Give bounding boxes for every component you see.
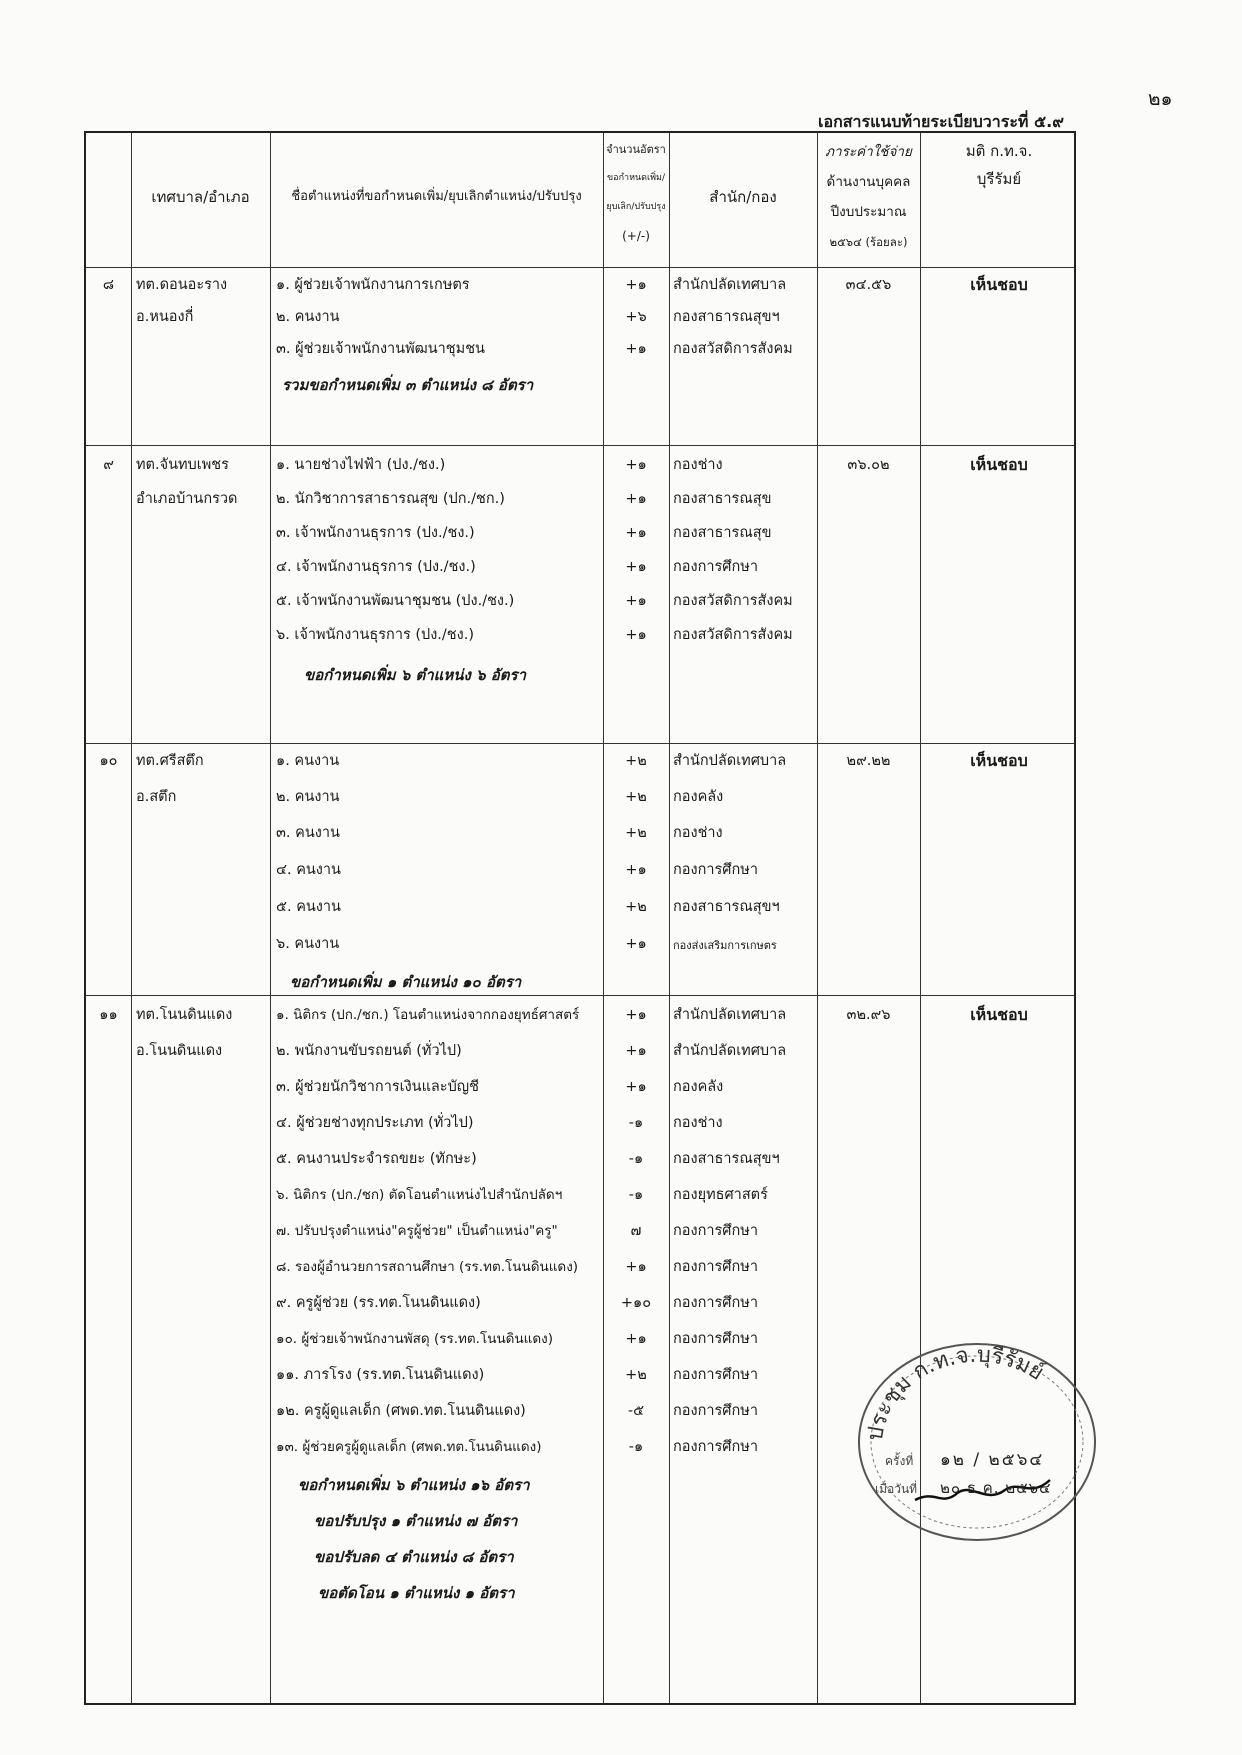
group-summary: ขอกำหนดเพิ่ม ๑ ตำแหน่ง ๑๐ อัตรา (290, 973, 522, 991)
header-office: สำนัก/กอง (709, 188, 777, 206)
stamp-meeting-number: ๑๒ / ๒๕๖๔ (940, 1450, 1045, 1470)
municipality-name: ทต.ดอนอะราง (136, 277, 228, 293)
header-divider (86, 267, 1074, 268)
position-name: ๘. รองผู้อำนวยการสถานศึกษา (รร.ทต.โนนดินแดง) (276, 1259, 579, 1275)
position-name: ๖. เจ้าพนักงานธุรการ (ปง./ชง.) (276, 627, 474, 643)
position-name: ๔. เจ้าพนักงานธุรการ (ปง./ชง.) (276, 559, 476, 575)
position-count: +๖ (625, 309, 647, 325)
office-name: กองการศึกษา (673, 1295, 758, 1311)
position-count: +๑ (625, 341, 647, 357)
office-name: สำนักปลัดเทศบาล (673, 277, 787, 293)
group-summary: ขอกำหนดเพิ่ม ๖ ตำแหน่ง ๖ อัตรา (304, 666, 527, 684)
position-count: +๒ (625, 1367, 647, 1383)
office-name: กองช่าง (673, 825, 723, 841)
office-name: กองการศึกษา (673, 1367, 758, 1383)
column-divider (817, 133, 818, 1703)
header-resolution-line: บุรีรัมย์ (976, 170, 1022, 188)
office-name: กองการศึกษา (673, 862, 758, 878)
position-count: +๑ (625, 862, 647, 878)
office-name: กองสวัสดิการสังคม (673, 627, 793, 643)
position-name: ๓. เจ้าพนักงานธุรการ (ปง./ชง.) (276, 525, 475, 541)
position-name: ๒. นักวิชาการสาธารณสุข (ปก./ชก.) (276, 491, 505, 507)
position-count: +๑ (625, 491, 647, 507)
header-municipality: เทศบาล/อำเภอ (151, 188, 250, 206)
position-count: +๑ (625, 1079, 647, 1095)
office-name: สำนักปลัดเทศบาล (673, 1043, 787, 1059)
position-count: +๑ (625, 627, 647, 643)
position-name: ๓. ผู้ช่วยนักวิชาการเงินและบัญชี (276, 1079, 479, 1095)
position-count: +๑ (625, 1007, 647, 1023)
position-name: ๓. คนงาน (276, 825, 340, 841)
column-divider (669, 133, 670, 1703)
resolution: เห็นชอบ (970, 455, 1028, 474)
position-count: +๑ (625, 525, 647, 541)
position-name: ๗. ปรับปรุงตำแหน่ง"ครูผู้ช่วย" เป็นตำแหน่ง"ครู" (276, 1223, 558, 1239)
position-count: -๕ (627, 1403, 645, 1419)
group-number: ๑๑ (99, 1007, 118, 1023)
header-cost (817, 137, 920, 257)
position-count: +๒ (625, 753, 647, 769)
group-summary: รวมขอกำหนดเพิ่ม ๓ ตำแหน่ง ๘ อัตรา (282, 376, 534, 394)
position-count: +๒ (625, 789, 647, 805)
office-name: กองสวัสดิการสังคม (673, 593, 793, 609)
position-count: -๑ (628, 1151, 644, 1167)
header-resolution-line: มติ ก.ท.จ. (965, 142, 1033, 160)
position-count: +๒ (625, 899, 647, 915)
header-count-line: ยุบเลิก/ปรับปรุง (606, 202, 666, 212)
position-name: ๑. นิติกร (ปก./ชก.) โอนตำแหน่งจากกองยุทธ์ศาสตร์ (276, 1007, 580, 1023)
office-name: กองการศึกษา (673, 1403, 758, 1419)
group-summary: ขอตัดโอน ๑ ตำแหน่ง ๑ อัตรา (318, 1584, 515, 1602)
position-count: +๒ (625, 825, 647, 841)
position-name: ๒. คนงาน (276, 789, 340, 805)
position-name: ๖. นิติกร (ปก./ชก) ตัดโอนตำแหน่งไปสำนักปลัดฯ (276, 1187, 563, 1203)
stamp-text: ประชุม ก.ท.จ.บุรีรัมย์ (862, 1342, 1048, 1443)
position-count: +๑๐ (620, 1295, 652, 1311)
svg-text:ประชุม ก.ท.จ.บุรีรัมย์ (863, 1343, 1048, 1443)
column-divider (131, 133, 132, 1703)
office-name: กองสาธารณสุขฯ (673, 309, 780, 325)
position-name: ๑. คนงาน (276, 753, 340, 769)
office-name: กองช่าง (673, 1115, 723, 1131)
header-cost-line: ปีงบประมาณ (830, 204, 907, 220)
position-count: +๑ (625, 1259, 647, 1275)
position-count: -๑ (628, 1187, 644, 1203)
position-count: +๑ (625, 1043, 647, 1059)
position-name: ๕. เจ้าพนักงานพัฒนาชุมชน (ปง./ชง.) (276, 593, 515, 609)
group-summary: ขอปรับลด ๔ ตำแหน่ง ๘ อัตรา (314, 1548, 514, 1566)
cost-percent: ๓๒.๙๖ (846, 1007, 891, 1023)
resolution: เห็นชอบ (970, 1005, 1028, 1024)
position-name: ๔. คนงาน (276, 862, 341, 878)
district-name: อำเภอบ้านกรวด (136, 491, 238, 507)
column-divider (270, 133, 271, 1703)
cost-percent: ๒๙.๒๒ (846, 753, 891, 769)
group-divider (86, 445, 1074, 446)
position-name: ๙. ครูผู้ช่วย (รร.ทต.โนนดินแดง) (276, 1295, 481, 1311)
header-count (603, 135, 669, 251)
group-number: ๙ (103, 457, 114, 473)
stamp-meeting-label: ครั้งที่ (885, 1454, 914, 1468)
position-name: ๑๓. ผู้ช่วยครูผู้ดูแลเด็ก (ศพด.ทต.โนนดินแดง) (276, 1439, 542, 1455)
header-cost-line: ๒๕๖๔ (ร้อยละ) (829, 235, 908, 249)
office-name: กองการศึกษา (673, 1259, 758, 1275)
office-name: กองการศึกษา (673, 1439, 758, 1455)
office-name: กองช่าง (673, 457, 723, 473)
position-count: +๑ (625, 593, 647, 609)
position-name: ๑. ผู้ช่วยเจ้าพนักงานการเกษตร (276, 277, 470, 293)
municipality-name: ทต.จันทบเพชร (136, 457, 229, 473)
position-count: +๑ (625, 1331, 647, 1347)
group-divider (86, 995, 1074, 996)
group-summary: ขอปรับปรุง ๑ ตำแหน่ง ๗ อัตรา (314, 1512, 518, 1530)
district-name: อ.โนนดินแดง (136, 1043, 223, 1059)
office-name: กองการศึกษา (673, 559, 758, 575)
position-name: ๑. นายช่างไฟฟ้า (ปง./ชง.) (276, 457, 446, 473)
group-divider (86, 743, 1074, 744)
column-divider (603, 133, 604, 1703)
office-name: กองการศึกษา (673, 1223, 758, 1239)
position-count: +๑ (625, 936, 647, 952)
cost-percent: ๓๔.๕๖ (845, 277, 892, 293)
stamp-date: ๒๐ ธ.ค. ๒๕๖๔ (940, 1479, 1052, 1497)
cost-percent: ๓๖.๐๒ (847, 457, 890, 473)
resolution: เห็นชอบ (970, 751, 1028, 770)
header-count-line: (+/-) (622, 229, 650, 243)
office-name: กองคลัง (673, 789, 724, 805)
office-name: กองการศึกษา (673, 1331, 758, 1347)
position-count: +๑ (625, 457, 647, 473)
position-name: ๑๐. ผู้ช่วยเจ้าพนักงานพัสดุ (รร.ทต.โนนดินแดง) (276, 1331, 554, 1347)
district-name: อ.สตึก (136, 789, 177, 805)
position-name: ๖. คนงาน (276, 936, 340, 952)
office-name: กองสาธารณสุขฯ (673, 1151, 780, 1167)
position-name: ๕. คนงาน (276, 899, 341, 915)
header-cost-line: ด้านงานบุคคล (826, 174, 911, 190)
position-count: -๑ (628, 1439, 644, 1455)
position-name: ๓. ผู้ช่วยเจ้าพนักงานพัฒนาชุมชน (276, 341, 485, 357)
position-count: +๑ (625, 277, 647, 293)
position-name: ๕. คนงานประจำรถขยะ (ทักษะ) (276, 1151, 477, 1167)
office-name: กองสาธารณสุข (673, 525, 772, 541)
office-name: กองสวัสดิการสังคม (673, 341, 793, 357)
office-name: กองส่งเสริมการเกษตร (673, 939, 777, 952)
approval-stamp (845, 1330, 1105, 1550)
page-number: ๒๑ (1148, 88, 1173, 110)
municipality-name: ทต.ศรีสตึก (136, 753, 204, 769)
position-count: ๗ (630, 1223, 642, 1239)
position-name: ๑๑. ภารโรง (รร.ทต.โนนดินแดง) (276, 1367, 485, 1383)
office-name: กองยุทธศาสตร์ (673, 1187, 768, 1203)
office-name: กองคลัง (673, 1079, 724, 1095)
header-position: ชื่อตำแหน่งที่ขอกำหนดเพิ่ม/ยุบเลิกตำแหน่ง/ปรับปรุง (291, 189, 582, 204)
municipality-name: ทต.โนนดินแดง (136, 1007, 233, 1023)
header-count-line: จำนวนอัตรา (606, 143, 666, 156)
stamp-date-label: เมื่อวันที่ (875, 1482, 918, 1496)
position-name: ๒. พนักงานขับรถยนต์ (ทั่วไป) (276, 1043, 462, 1059)
group-number: ๘ (102, 277, 115, 293)
position-count: -๑ (628, 1115, 644, 1131)
office-name: กองสาธารณสุข (673, 491, 772, 507)
header-resolution (920, 137, 1078, 193)
district-name: อ.หนองกี่ (136, 309, 194, 325)
office-name: สำนักปลัดเทศบาล (673, 753, 787, 769)
resolution: เห็นชอบ (970, 275, 1028, 294)
position-name: ๑๒. ครูผู้ดูแลเด็ก (ศพด.ทต.โนนดินแดง) (276, 1403, 526, 1419)
position-name: ๒. คนงาน (276, 309, 340, 325)
office-name: สำนักปลัดเทศบาล (673, 1007, 787, 1023)
header-count-line: ขอกำหนดเพิ่ม/ (607, 173, 665, 183)
stamp-seal-icon (845, 1330, 1105, 1550)
document-reference: เอกสารแนบท้ายระเบียบวาระที่ ๕.๙ (818, 112, 1064, 131)
header-cost-line: ภาระค่าใช้จ่าย (825, 144, 912, 160)
position-name: ๔. ผู้ช่วยช่างทุกประเภท (ทั่วไป) (276, 1115, 474, 1131)
group-number: ๑๐ (99, 753, 118, 769)
position-count: +๑ (625, 559, 647, 575)
office-name: กองสาธารณสุขฯ (673, 899, 780, 915)
group-summary: ขอกำหนดเพิ่ม ๖ ตำแหน่ง ๑๖ อัตรา (298, 1476, 530, 1494)
